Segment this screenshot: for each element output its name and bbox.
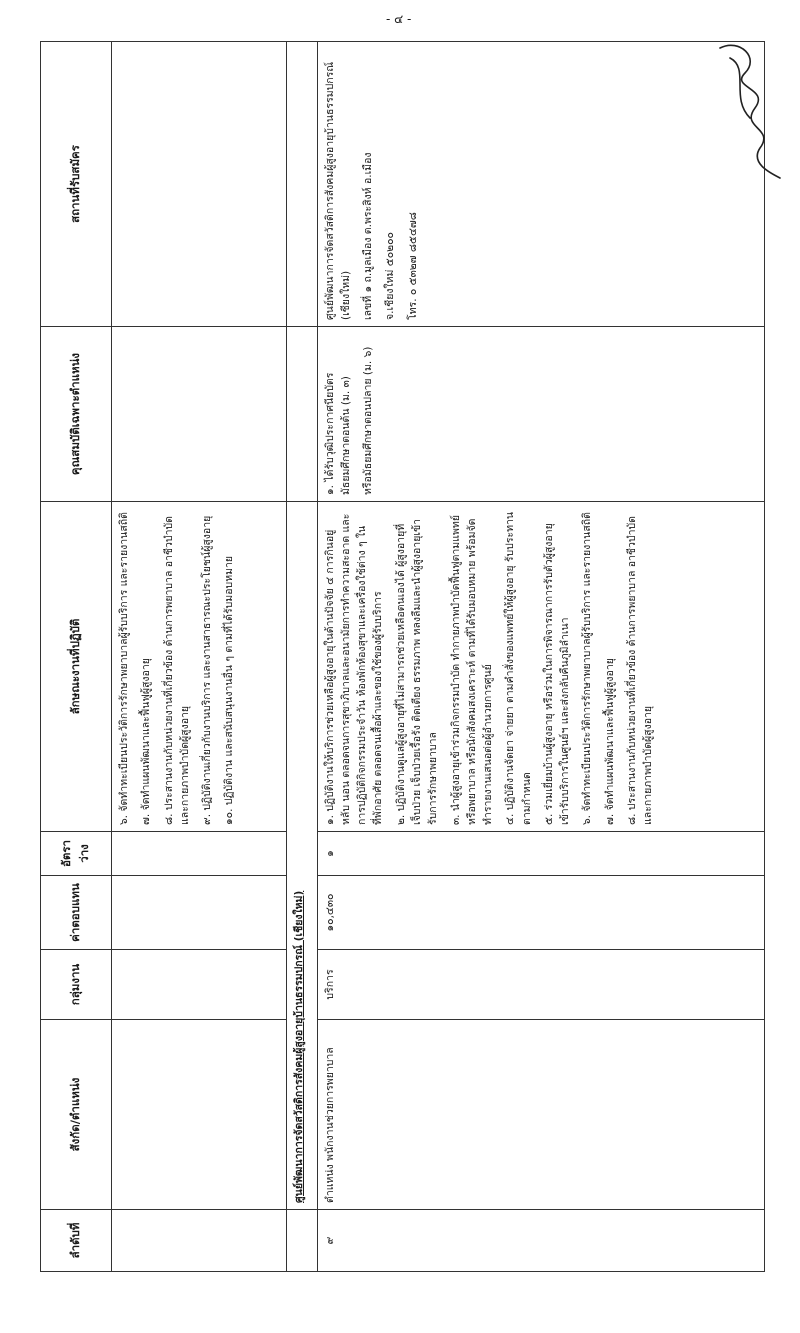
- header-vacancy: อัตราว่าง: [41, 832, 112, 876]
- duty-item: ๗. จัดทำแผนพัฒนาและฟื้นฟูผู้สูงอายุ: [603, 658, 616, 825]
- duty-item: ๘. ประสานงานกับหน่วยงานที่เกี่ยวข้อง ด้านการพยาบาล อาชีวบำบัด และกายภาพบำบัดผู้สูงอายุ: [625, 516, 655, 825]
- entry-qualifications: [317, 327, 764, 502]
- continued-duties: [112, 502, 287, 832]
- page-number: - ๔ -: [386, 12, 412, 26]
- rotated-table-page: [40, 42, 765, 1272]
- duty-item: ๖. จัดทำทะเบียนประวัติการรักษาพยาบาลผู้รับบริการ และรายงานสถิติ: [581, 512, 594, 825]
- entry-salary: ๑๐,๔๓๐: [317, 876, 764, 950]
- apply-line: โทร. ๐ ๕๓๒๗ ๘๕๔๗๘: [406, 212, 419, 320]
- duty-item: ๔. ปฏิบัติงานจัดยา จ่ายยา ตามคำสั่งของแพทย์ให้ผู้สูงอายุ รับประทานตามกำหนด: [504, 511, 533, 825]
- duty-item: ๑๐. ปฏิบัติงาน และสนับสนุนงานอื่น ๆ ตามที่ได้รับมอบหมาย: [223, 555, 236, 825]
- duty-item: ๗. จัดทำแผนพัฒนาและฟื้นฟูผู้สูงอายุ: [140, 658, 153, 825]
- entry-index: ๙: [317, 1210, 764, 1272]
- entry-apply-location: [317, 42, 764, 327]
- apply-line: เลขที่ ๑ ถ.มูลเมือง ต.พระสิงห์ อ.เมือง: [362, 152, 375, 320]
- duty-item: ๓. นำผู้สูงอายุเข้าร่วมกิจกรรมบำบัด ทำกายภาพบำบัดฟื้นฟูตามแพทย์หรือพยาบาล หรือนักสังคมสงเคราะห์ ตามที่ได้รับมอบหมาย พร้อมจัดทำรายงานเสนอต่อผู้อำนวยการศูนย์: [449, 515, 495, 825]
- header-group: กลุ่มงาน: [41, 950, 112, 1020]
- handwritten-signature: [700, 28, 790, 188]
- entry-position: ตำแหน่ง พนักงานช่วยการพยาบาล: [317, 1020, 764, 1210]
- header-index: ลำดับที่: [41, 1210, 112, 1272]
- duty-item: ๘. ประสานงานกับหน่วยงานที่เกี่ยวข้อง ด้านการพยาบาล อาชีวบำบัด และกายภาพบำบัดผู้สูงอายุ: [162, 516, 191, 825]
- entry-vacancy: ๑: [317, 832, 764, 876]
- header-position: สังกัด/ตำแหน่ง: [41, 1020, 112, 1210]
- duty-item: ๕. ร่วมเยี่ยมบ้านผู้สูงอายุ หรือร่วมในการพิจารณาการรับตัวผู้สูงอายุเข้ารับบริการในศูนย์ฯ และส่งกลับคืนภูมิลำเนา: [542, 523, 572, 825]
- duty-item: ๖. จัดทำทะเบียนประวัติการรักษาพยาบาลผู้รับบริการ และรายงานสถิติ: [118, 512, 130, 825]
- header-salary: ค่าตอบแทน: [41, 876, 112, 950]
- qualification-item: หรือมัธยมศึกษาตอนปลาย (ม. ๖): [362, 346, 375, 495]
- continued-row: [112, 42, 287, 1272]
- duty-item: ๙. ปฏิบัติงานเกี่ยวกับงานบริการ และงานสาธารณะประโยชน์ผู้สูงอายุ: [201, 515, 214, 825]
- duty-item: ๒. ปฏิบัติงานดูแลผู้สูงอายุที่ไม่สามารถช่วยเหลือตนเองได้ ผู้สูงอายุที่เจ็บป่วย เจ็บป่วยเรื้อรัง ติดเตียง ธรรมภาพ หลงลืมและนำผู้สูงอายุเข้ารับการรักษาพยาบาล: [394, 518, 440, 825]
- job-table: [40, 41, 765, 1272]
- qualification-item: ๑. ได้รับวุฒิประกาศนียบัตรมัธยมศึกษาตอนต้น (ม. ๓): [323, 372, 352, 495]
- header-row: [41, 42, 112, 1272]
- apply-line: ศูนย์พัฒนาการจัดสวัสดิการสังคมผู้สูงอายุบ้านธรรมปกรณ์ (เชียงใหม่): [323, 61, 352, 320]
- header-apply-location: สถานที่รับสมัคร: [41, 42, 112, 327]
- apply-line: จ.เชียงใหม่ ๕๐๒๐๐: [384, 232, 397, 320]
- entry-group: บริการ: [317, 950, 764, 1020]
- table-row: [317, 42, 764, 1272]
- org-heading: ศูนย์พัฒนาการจัดสวัสดิการสังคมผู้สูงอายุบ้านธรรมปกรณ์ (เชียงใหม่): [286, 502, 317, 1210]
- org-heading-row: [286, 42, 317, 1272]
- header-qualifications: คุณสมบัติเฉพาะตำแหน่ง: [41, 327, 112, 502]
- entry-duties: [317, 502, 764, 832]
- header-duties: ลักษณะงานที่ปฏิบัติ: [41, 502, 112, 832]
- duty-item: ๑. ปฏิบัติงานให้บริการช่วยเหลือผู้สูงอายุในด้านปัจจัย ๔ การกินอยู่ หลับ นอน ตลอดจนการสุขาภิบาลและอนามัยการทำความสะอาด และการปฏิบัติกิจกรรมประจำวัน ห้องพักห้องสุขาและเครื่องใช้ต่าง ๆ ในที่พักอาศัย ตลอดจนเสื้อผ้าและของใช้ของผู้รับบริการ: [323, 513, 385, 825]
